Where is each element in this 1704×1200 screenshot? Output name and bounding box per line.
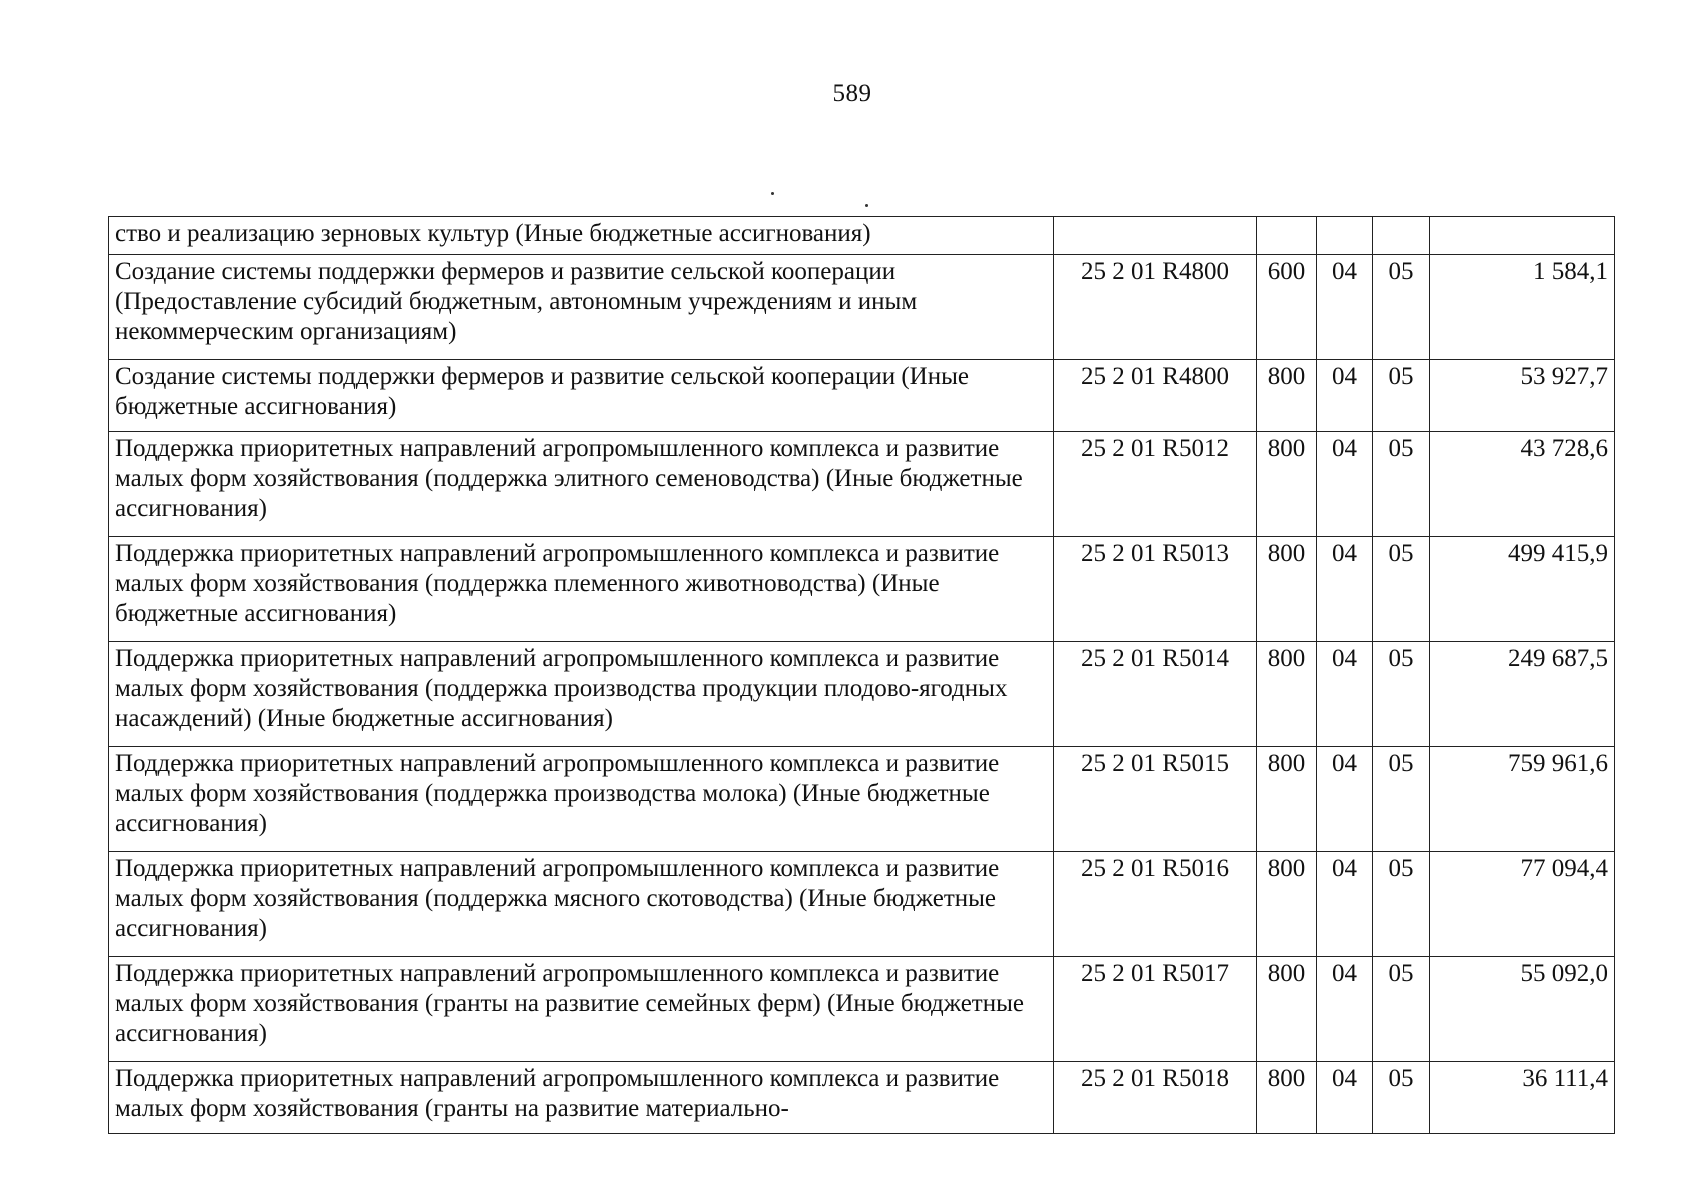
row-subsection: 05 [1373,432,1430,537]
row-code: 25 2 01 R5013 [1054,537,1257,642]
row-subsection: 05 [1373,1062,1430,1134]
table-row [109,1062,1615,1134]
row-section: 04 [1317,747,1373,852]
row-code: 25 2 01 R5014 [1054,642,1257,747]
row-expense-type [1257,217,1317,255]
row-expense-type: 800 [1257,747,1317,852]
row-sum: 43 728,6 [1430,432,1615,537]
row-code: 25 2 01 R5012 [1054,432,1257,537]
row-description: Поддержка приоритетных направлений агропромышленного комплекса и развитие малых форм хозяйствования (поддержка производства молока) (Иные бюджетные ассигнования) [109,747,1054,852]
row-description: Создание системы поддержки фермеров и развитие сельской кооперации (Предоставление субсидий бюджетным, автономным учреждениям и иным некоммерческим организациям) [109,255,1054,360]
row-description: Поддержка приоритетных направлений агропромышленного комплекса и развитие малых форм хозяйствования (поддержка производства продукции плодово-ягодных насаждений) (Иные бюджетные ассигнования) [109,642,1054,747]
row-sum: 77 094,4 [1430,852,1615,957]
row-sum: 249 687,5 [1430,642,1615,747]
row-description: Поддержка приоритетных направлений агропромышленного комплекса и развитие малых форм хозяйствования (поддержка элитного семеноводства) (Иные бюджетные ассигнования) [109,432,1054,537]
table-row [109,360,1615,432]
row-subsection: 05 [1373,957,1430,1062]
row-description: Поддержка приоритетных направлений агропромышленного комплекса и развитие малых форм хозяйствования (поддержка мясного скотоводства) (Иные бюджетные ассигнования) [109,852,1054,957]
row-sum [1430,217,1615,255]
table-row [109,217,1615,255]
row-description: ство и реализацию зерновых культур (Иные бюджетные ассигнования) [109,217,1054,255]
row-description: Поддержка приоритетных направлений агропромышленного комплекса и развитие малых форм хозяйствования (гранты на развитие семейных ферм) (Иные бюджетные ассигнования) [109,957,1054,1062]
table-row [109,537,1615,642]
row-code: 25 2 01 R5016 [1054,852,1257,957]
row-section: 04 [1317,255,1373,360]
budget-table-body [109,217,1615,1134]
row-section: 04 [1317,432,1373,537]
page-number: 589 [832,80,872,107]
row-expense-type: 800 [1257,537,1317,642]
row-section [1317,217,1373,255]
row-subsection: 05 [1373,852,1430,957]
table-row [109,852,1615,957]
row-subsection: 05 [1373,642,1430,747]
row-expense-type: 800 [1257,432,1317,537]
row-sum: 36 111,4 [1430,1062,1615,1134]
row-section: 04 [1317,537,1373,642]
table-row [109,957,1615,1062]
table-row [109,432,1615,537]
row-code: 25 2 01 R5018 [1054,1062,1257,1134]
table-row [109,642,1615,747]
row-subsection: 05 [1373,537,1430,642]
row-description: Создание системы поддержки фермеров и развитие сельской кооперации (Иные бюджетные ассигнования) [109,360,1054,432]
row-section: 04 [1317,852,1373,957]
scan-speck [865,204,868,207]
table-row [109,747,1615,852]
table-row [109,255,1615,360]
row-code: 25 2 01 R4800 [1054,360,1257,432]
row-section: 04 [1317,1062,1373,1134]
row-description: Поддержка приоритетных направлений агропромышленного комплекса и развитие малых форм хозяйствования (гранты на развитие материально- [109,1062,1054,1134]
row-section: 04 [1317,360,1373,432]
row-sum: 1 584,1 [1430,255,1615,360]
row-section: 04 [1317,642,1373,747]
row-section: 04 [1317,957,1373,1062]
budget-table [108,216,1615,1134]
row-code: 25 2 01 R5017 [1054,957,1257,1062]
row-sum: 55 092,0 [1430,957,1615,1062]
row-code [1054,217,1257,255]
row-expense-type: 600 [1257,255,1317,360]
row-code: 25 2 01 R5015 [1054,747,1257,852]
row-subsection: 05 [1373,747,1430,852]
row-expense-type: 800 [1257,642,1317,747]
row-sum: 499 415,9 [1430,537,1615,642]
row-expense-type: 800 [1257,852,1317,957]
row-expense-type: 800 [1257,957,1317,1062]
scan-speck [771,192,774,195]
row-sum: 759 961,6 [1430,747,1615,852]
row-subsection [1373,217,1430,255]
row-expense-type: 800 [1257,360,1317,432]
row-description: Поддержка приоритетных направлений агропромышленного комплекса и развитие малых форм хозяйствования (поддержка племенного животноводства) (Иные бюджетные ассигнования) [109,537,1054,642]
row-expense-type: 800 [1257,1062,1317,1134]
row-subsection: 05 [1373,360,1430,432]
row-subsection: 05 [1373,255,1430,360]
row-sum: 53 927,7 [1430,360,1615,432]
row-code: 25 2 01 R4800 [1054,255,1257,360]
